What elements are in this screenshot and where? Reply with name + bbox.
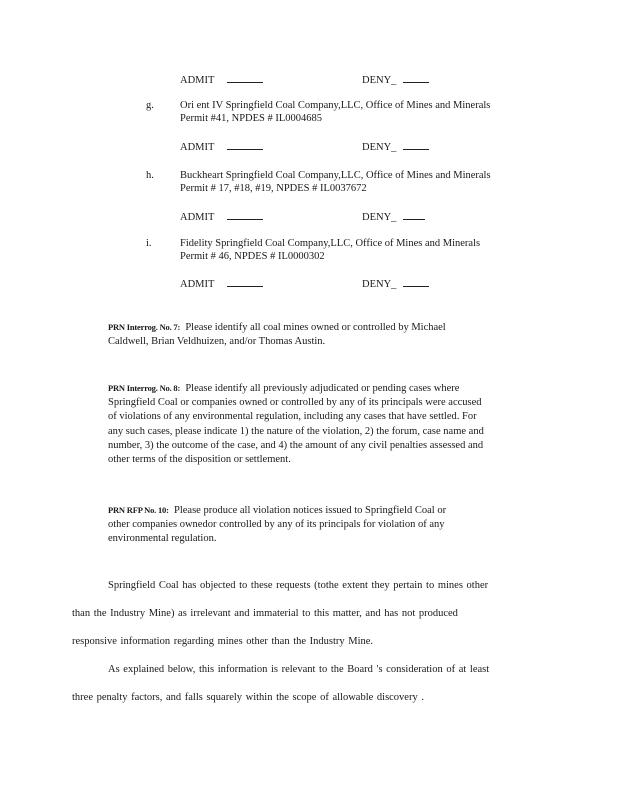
admit-label: ADMIT: [180, 279, 215, 290]
item-letter-g: g.: [146, 100, 154, 111]
admit-row-0: [180, 73, 263, 86]
deny-label: DENY_: [362, 75, 397, 86]
deny-row-h: [362, 210, 425, 223]
deny-label: DENY_: [362, 142, 397, 153]
body-line-2: than the Industry Mine) as irrelevant and immaterial to this matter, and has not produced: [72, 608, 458, 619]
request-interrog-7: [108, 320, 446, 349]
admit-blank[interactable]: [227, 140, 263, 150]
admit-label: ADMIT: [180, 142, 215, 153]
item-h-line2: Permit # 17, #18, #19, NPDES # IL0037672: [180, 183, 367, 194]
admit-row-g: [180, 140, 263, 153]
deny-row-g: [362, 140, 429, 153]
request-line: other terms of the disposition or settlement.: [108, 454, 291, 466]
admit-blank[interactable]: [227, 73, 263, 83]
item-g-line2: Permit #41, NPDES # IL0004685: [180, 113, 323, 124]
request-line: any such cases, please indicate 1) the nature of the violation, 2) the forum, case name and: [108, 425, 484, 437]
item-h-line1: Buckheart Springfield Coal Company,LLC, Office of Mines and Minerals: [180, 170, 491, 181]
request-line: Please identify all previously adjudicated or pending cases where: [185, 383, 460, 394]
request-interrog-8: [108, 381, 484, 467]
admit-label: ADMIT: [180, 212, 215, 223]
item-i-line1: Fidelity Springfield Coal Company,LLC, Office of Mines and Minerals: [180, 238, 481, 249]
deny-row-0: [362, 73, 429, 86]
request-line: other companies ownedor controlled by any of its principals for violation of any: [108, 519, 445, 531]
request-line: Please identify all coal mines owned or controlled by Michael: [185, 322, 446, 333]
deny-blank[interactable]: [403, 140, 429, 150]
deny-label: DENY_: [362, 279, 397, 290]
request-line: number, 3) the outcome of the case, and 4) the amount of any civil penalties assessed and: [108, 439, 484, 451]
request-line: of violations of any environmental regulation, including any cases that have settled. For: [108, 411, 477, 423]
body-line-5: three penalty factors, and falls squarely within the scope of allowable discovery .: [72, 692, 424, 703]
item-letter-h: h.: [146, 170, 154, 181]
admit-label: ADMIT: [180, 75, 215, 86]
deny-row-i: [362, 277, 429, 290]
deny-label: DENY_: [362, 212, 397, 223]
body-line-4: As explained below, this information is relevant to the Board 's consideration of at least: [108, 664, 490, 675]
admit-blank[interactable]: [227, 277, 263, 287]
request-heading: PRN RFP No. 10:: [108, 505, 169, 515]
deny-blank[interactable]: [403, 277, 429, 287]
request-rfp-10: [108, 503, 446, 547]
request-line: Springfield Coal or companies owned or controlled by any of its principals were accused: [108, 397, 482, 409]
item-i-line2: Permit # 46, NPDES # IL0000302: [180, 251, 325, 262]
item-g-line1: Ori ent IV Springfield Coal Company,LLC, Office of Mines and Minerals: [180, 100, 491, 111]
admit-row-h: [180, 210, 263, 223]
admit-row-i: [180, 277, 263, 290]
request-heading: PRN Interrog. No. 7:: [108, 322, 181, 332]
deny-blank[interactable]: [403, 73, 429, 83]
body-line-1: Springfield Coal has objected to these requests (tothe extent they pertain to mines other: [108, 580, 489, 591]
admit-blank[interactable]: [227, 210, 263, 220]
request-heading: PRN Interrog. No. 8:: [108, 383, 181, 393]
item-letter-i: i.: [146, 238, 152, 249]
body-line-3: responsive information regarding mines other than the Industry Mine.: [72, 636, 374, 647]
deny-blank[interactable]: [403, 210, 425, 220]
request-line: Caldwell, Brian Veldhuizen, and/or Thomas Austin.: [108, 336, 326, 348]
request-line: Please produce all violation notices issued to Springfield Coal or: [174, 505, 447, 516]
request-line: environmental regulation.: [108, 533, 217, 545]
